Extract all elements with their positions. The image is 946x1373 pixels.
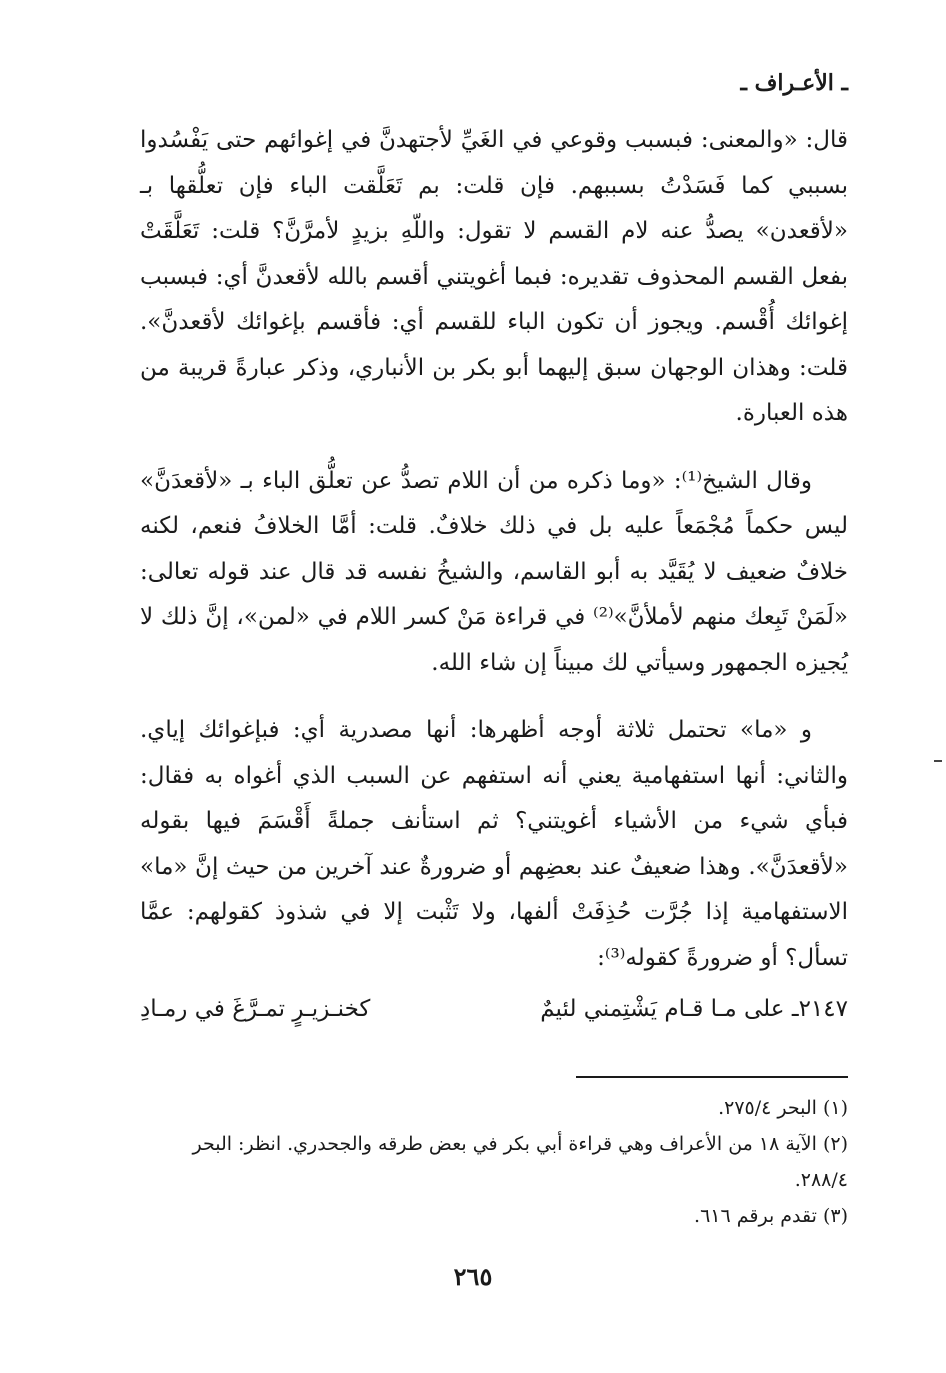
footnote-3 (140, 1198, 848, 1234)
verse-first-hemistich: على مـا قـام يَشْتِمني لئيمٌ (540, 996, 785, 1022)
footnote-divider (576, 1076, 848, 1078)
footnote-text: الآية ١٨ من الأعراف وهي قراءة أبي بكر في بعض طرقه والجحدري. انظر: البحر ٢٨٨/٤. (192, 1133, 848, 1191)
footnote-number: (٢) (822, 1133, 848, 1155)
footnotes (140, 1090, 848, 1234)
footnote-number: (٣) (822, 1205, 848, 1227)
paragraph-2: وقال الشيخ⁽¹⁾: «وما ذكره من أن اللام تصدُّ عن تعلُّق الباء بـ «لأقعدَنَّ» ليس حكماً مُجْمَعاً عليه بل في ذلك خلافٌ. قلت: أمَّا الخلافُ فنعم، لكنه خلافٌ ضعيف لا يُقَيَّد به أبو القاسم، والشيخُ نفسه قد قال عند قوله تعالى: «لَمَنْ تَبِعك منهم لأملأنَّ»⁽²⁾ في قراءة مَنْ كسر اللام في «لمن»، إنَّ ذلك لا يُجيزه الجمهور وسيأتي لك مبيناً إن شاء الله. (140, 467, 848, 676)
footnote-text: البحر ٢٧٥/٤. (718, 1097, 817, 1119)
footnote-1 (140, 1090, 848, 1126)
margin-mark (934, 760, 942, 762)
footnote-number: (١) (822, 1097, 848, 1119)
paragraph-3: و «ما» تحتمل ثلاثة أوجه أظهرها: أنها مصدرية أي: فبإغوائك إياي. والثاني: أنها استفهامية يعني أنه استفهم عن السبب الذي أغواه به فقال: فبأي شيء من الأشياء أغويتني؟ ثم استأنف جملةً أَقْسَمَ فيها بقوله «لأقعدَنَّ». وهذا ضعيفٌ عند بعضِهم أو ضرورةٌ عند آخرين من حيث إنَّ «ما» الاستفهامية إذا جُرَّت حُذِفَتْ ألفها، ولا تَثْبت إلا في شذوذ كقولهم: عمَّا تسأل؟ أو ضرورةً كقوله⁽³⁾: (140, 717, 848, 971)
running-header: ـ الأعـراف ـ (740, 70, 848, 96)
verse-number: ٢١٤٧ـ (791, 996, 848, 1022)
main-text (140, 118, 848, 981)
poetry-verse (140, 987, 848, 1032)
paragraph-1: قال: «والمعنى: فبسبب وقوعي في الغَيِّ لأجتهدنَّ في إغوائهم حتى يَفْسُدوا بسببي كما فَسَدْتُ بسببهم. فإن قلت: بم تَعَلَّقت الباء فإن تعلُّقها بـ «لأقعدن» يصدُّ عنه لام القسم لا تقول: واللّهِ بزيدٍ لأمرَّنَّ؟ قلت: تَعَلَّقَتْ بفعل القسم المحذوف تقديره: فبما أغويتني أقسم بالله لأقعدنَّ أي: فبسبب إغوائك أُقْسم. ويجوز أن تكون الباء للقسم أي: فأقسم بإغوائك لأقعدنَّ». قلت: وهذان الوجهان سبق إليهما أبو بكر بن الأنباري، وذكر عبارةً قريبة من هذه العبارة. (140, 127, 848, 426)
verse-first-half (540, 987, 848, 1032)
verse-second-hemistich: كخنـزيـرٍ تمـرَّغَ في رمـادِ (140, 996, 371, 1022)
page-number: ٢٦٥ (453, 1262, 493, 1291)
footnote-2 (140, 1126, 848, 1198)
footnote-text: تقدم برقم ٦١٦. (694, 1205, 817, 1227)
